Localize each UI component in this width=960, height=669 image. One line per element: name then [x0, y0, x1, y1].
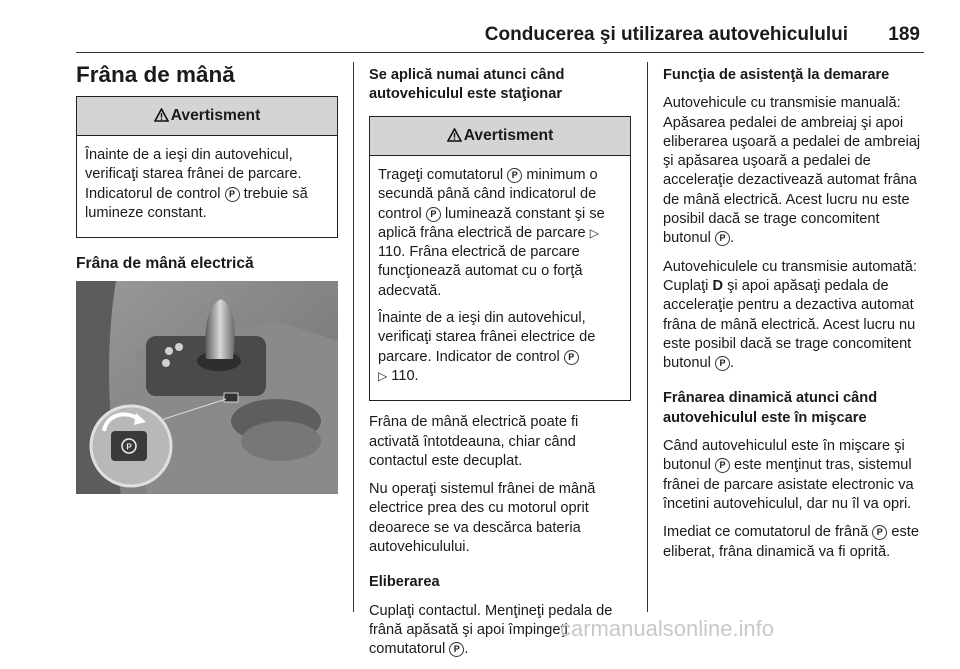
parking-brake-icon: P — [507, 168, 522, 183]
parking-brake-icon: P — [872, 525, 887, 540]
text-part: Când autovehiculul este în mişcare şi butonul — [663, 438, 905, 474]
warning-triangle-icon — [154, 99, 169, 137]
header-rule — [76, 52, 924, 53]
warning-header — [77, 97, 337, 136]
text-part: Autovehicule cu transmisie manuală: Apăsarea pedalei de ambreiaj şi apoi eliberarea uşoară a pedalei de ambreiaj şi apăsarea uşoară a pedalei de acceleraţie dezactivează automat frâna de mână electrică. Acest lucru nu este posibil dacă se trage concomitent butonul — [663, 95, 921, 247]
parking-brake-icon: P — [426, 207, 441, 222]
text-part: este menţinut tras, sistemul frânei de parcare asistate electronic va încetini autovehiculul, dar nu îl va opri. — [663, 457, 914, 512]
startup-assist-heading: Funcţia de asistenţă la demarare — [663, 67, 890, 83]
column-divider-2 — [647, 62, 648, 612]
warning-text — [85, 146, 329, 223]
text-part: Imediat ce comutatorul de frână — [663, 524, 869, 541]
watermark: carmanualsonline.info — [560, 616, 775, 641]
text-part: Autovehiculele cu transmisie automată: Cuplaţi — [663, 258, 917, 294]
page-number: 189 — [888, 24, 920, 45]
warning-header — [370, 117, 630, 156]
text-part: luminează constant şi se aplică frâna electrică de parcare — [378, 205, 605, 241]
page-header-title: Conducerea şi utilizarea autovehiculului — [484, 24, 848, 45]
warning-body — [370, 156, 630, 400]
svg-text:P: P — [126, 442, 132, 452]
warning-label: Avertisment — [170, 107, 261, 124]
page-reference-arrow-icon: ▷ — [378, 368, 388, 383]
parking-brake-icon: P — [715, 231, 730, 246]
column-1 — [76, 62, 338, 494]
warning-body — [77, 136, 337, 237]
release-text: Cuplaţi contactul. Menţineţi pedala de frână apăsată şi apoi împingeţi comutatorul P . — [369, 602, 613, 658]
text-part: şi apoi apăsaţi pedala de acceleraţie pentru a dezactiva automat frâna de mână electrică. Acest lucru nu este posibil dacă se trage concomitent butonul — [663, 277, 916, 372]
paragraph — [663, 437, 929, 514]
paragraph: Frâna de mână electrică poate fi activată întotdeauna, chiar când contactul este decuplat. — [369, 414, 579, 469]
paragraph: Nu operaţi sistemul frânei de mână electrice prea des cu motorul oprit deoarece se va descărca bateria autovehiculului. — [369, 481, 596, 556]
text-part: este eliberat, frâna dinamică va fi oprită. — [663, 524, 919, 560]
brake-switch-photo — [76, 281, 338, 494]
parking-brake-icon: P — [564, 350, 579, 365]
release-heading: Eliberarea — [369, 574, 440, 591]
warning-triangle-icon — [447, 119, 462, 157]
text-part: Cuplaţi contactul. Menţineţi pedala de frână apăsată şi apoi împingeţi comutatorul — [369, 602, 613, 658]
parking-brake-icon: P — [715, 356, 730, 371]
warning-text-part: trebuie să lumineze constant. — [85, 185, 308, 221]
warning-text-part: Înainte de a ieşi din autovehicul, verificaţi starea frânei de parcare. Indicatorul de control — [85, 147, 302, 202]
text-part: Trageţi comutatorul — [378, 167, 504, 183]
dynamic-braking-heading: Frânarea dinamică atunci când autovehiculul este în mişcare — [663, 390, 878, 426]
text-part: minimum o secundă până când indicatorul de control — [378, 167, 598, 222]
parking-brake-icon: P — [225, 187, 240, 202]
paragraph: Autovehicule cu transmisie manuală: Apăsarea pedalei de ambreiaj şi apoi eliberarea uşoară a pedalei de ambreiaj şi apăsarea uşoară a pedalei de acceleraţie dezactivează automat frâna de mână electrică. Acest lucru nu este posibil dacă se trage concomitent butonul P . — [663, 95, 921, 247]
column-divider-1 — [353, 62, 354, 612]
warning-box-2 — [369, 116, 631, 401]
page-reference[interactable]: 110. — [391, 367, 419, 384]
warning-label: Avertisment — [463, 127, 554, 144]
gear-d-label: D — [712, 277, 724, 294]
paragraph — [663, 523, 929, 562]
subsection-title: Frâna de mână electrică — [76, 255, 254, 273]
page-reference-arrow-icon: ▷ — [589, 225, 599, 240]
section-title: Frâna de mână — [76, 62, 235, 87]
page-reference[interactable]: 110 — [378, 244, 402, 261]
column-2 — [369, 66, 631, 669]
parking-brake-icon: P — [715, 458, 730, 473]
warning-paragraph-1 — [378, 166, 622, 301]
column-heading: Se aplică numai atunci când autovehiculul este staţionar — [369, 67, 565, 102]
parking-brake-icon: P — [449, 642, 464, 657]
warning-box-1 — [76, 96, 338, 238]
paragraph: Autovehiculele cu transmisie automată: Cuplaţi D şi apoi apăsaţi pedala de acceleraţie pentru a dezactiva automat frâna de mână electrică. Acest lucru nu este posibil dacă se trage concomitent butonul P . — [663, 258, 917, 372]
text-part: . Frâna electrică de parcare funcţionează automat cu o forţă adecvată. — [378, 244, 583, 299]
text-part: Înainte de a ieşi din autovehicul, verificaţi starea frânei electrice de parcare. Indicator de control — [378, 310, 596, 365]
column-3 — [663, 66, 929, 571]
warning-paragraph-2 — [378, 309, 622, 386]
